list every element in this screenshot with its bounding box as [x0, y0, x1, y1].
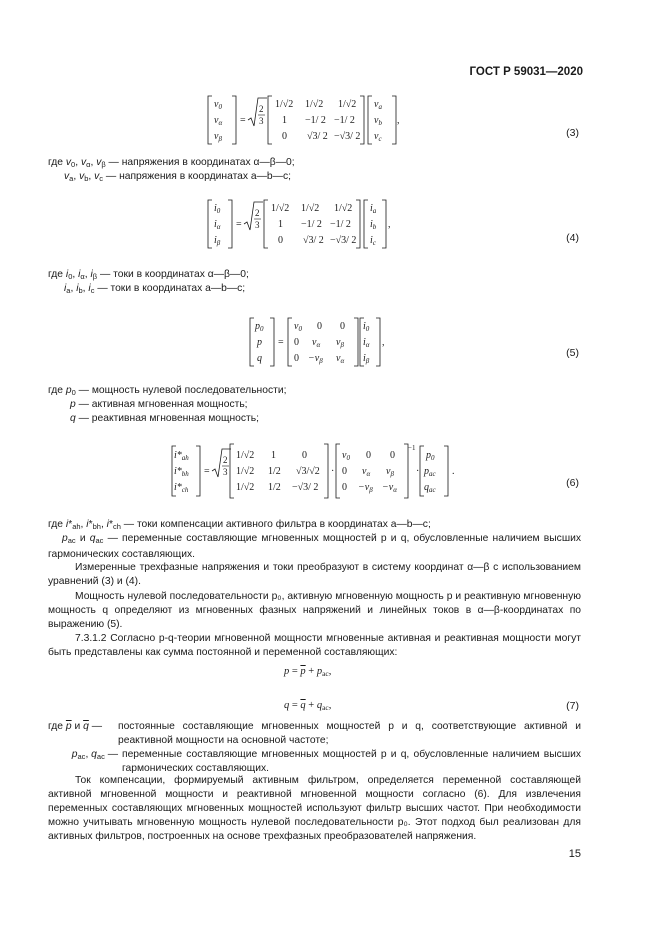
page-number: 15 [568, 848, 581, 860]
equation-number: (6) [566, 477, 579, 489]
svg-text:−vβ: $-v_\beta$ [358, 482, 373, 494]
equation-4 [200, 196, 400, 252]
svg-text:3: 3 [259, 116, 264, 126]
equation-number: (3) [566, 127, 579, 139]
svg-text:0: 0 [366, 450, 371, 461]
where-line: где $v_0$, $v_\alpha$, $v_\beta$ — напряжения в координатах α—β—0; [48, 157, 295, 169]
svg-text:0: 0 [390, 450, 395, 461]
svg-text:2: 2 [259, 104, 264, 114]
svg-text:1/√2: 1/√2 [236, 466, 255, 477]
svg-text:iα: $i_\alpha$ [214, 219, 221, 231]
svg-text:=: = [278, 337, 284, 348]
svg-text:vα: $v_\alpha$ [362, 466, 371, 478]
svg-text:0: 0 [294, 353, 299, 364]
svg-text:i0: $i_0$ [363, 321, 370, 333]
equation-number: (7) [566, 700, 579, 712]
where-line: $p_{ac}$, $q_{ac}$ — переменные составляющие мгновенных мощностей p и q, обусловленные наличием высших гармонических составляющих. [71, 749, 581, 774]
svg-text:vα: $v_\alpha$ [336, 353, 345, 365]
where-line: q — реактивная мгновенная мощность; [70, 413, 259, 424]
svg-text:v0: $v_0$ [214, 99, 222, 111]
paragraph: Мощность нулевой последовательности p₀, активную мгновенную мощность p и реактивную мгновенную мощность q определяют из мгновенных фазных напряжений и линейных токов в α—β-координатах по выражению (5). [48, 591, 581, 630]
svg-text:vb: $v_b$ [374, 115, 382, 127]
svg-text:iβ: $i_\beta$ [363, 353, 370, 365]
svg-text:−√3/ 2: −√3/ 2 [334, 131, 361, 142]
where-line: где $p_0$ — мощность нулевой последовательности; [48, 385, 287, 397]
svg-text:i0: $i_0$ [214, 203, 221, 215]
svg-text:0: 0 [278, 235, 283, 246]
svg-text:−1/ 2: −1/ 2 [330, 219, 351, 230]
svg-text:1: 1 [271, 450, 276, 461]
svg-text:vβ: $v_\beta$ [336, 337, 344, 349]
equation-7-line2: $q = \overline{q} + q_{ac}$, [284, 700, 332, 712]
svg-text:i*bh: $i*_{bh}$ [174, 466, 189, 478]
equation-number: (4) [566, 232, 579, 244]
svg-text:0: 0 [342, 466, 347, 477]
paragraph: 7.3.1.2 Согласно p-q-теории мгновенной мощности мгновенные активная и реактивная мощности могут быть представлены как сумма постоянной и переменной составляющих: [48, 633, 581, 658]
svg-text:1/√2: 1/√2 [236, 450, 255, 461]
svg-text:=: = [204, 466, 210, 477]
svg-text:1/√2: 1/√2 [271, 203, 290, 214]
svg-text:p: p [257, 337, 262, 348]
svg-text:−1: −1 [408, 444, 416, 452]
svg-text:=: = [240, 115, 246, 126]
svg-text:vβ: $v_\beta$ [214, 131, 222, 143]
svg-text:iβ: $i_\beta$ [214, 235, 221, 247]
svg-text:ia: $i_a$ [370, 203, 377, 215]
svg-text:vc: $v_c$ [374, 131, 382, 143]
where-line: где $i*_{ah}$, $i*_{bh}$, $i*_{ch}$ — токи компенсации активного фильтра в координатах a—b—c; [48, 519, 431, 531]
svg-text:i*ah: $i*_{ah}$ [174, 450, 189, 462]
svg-text:2: 2 [223, 455, 228, 465]
svg-text:ic: $i_c$ [370, 235, 376, 247]
svg-text:=: = [236, 219, 242, 230]
equation-6 [168, 440, 468, 502]
equation-3 [200, 92, 400, 148]
document-header: ГОСТ Р 59031—2020 [469, 66, 583, 78]
svg-text:0: 0 [340, 321, 345, 332]
svg-text:1/√2: 1/√2 [305, 99, 324, 110]
svg-text:p0: $p_0$ [255, 321, 264, 333]
svg-text:√3/√2: √3/√2 [296, 466, 320, 477]
svg-text:0: 0 [294, 337, 299, 348]
svg-text:q: q [257, 353, 262, 364]
svg-text:0: 0 [317, 321, 322, 332]
svg-text:3: 3 [223, 467, 228, 477]
svg-text:0: 0 [342, 482, 347, 493]
svg-text:,: , [397, 115, 400, 126]
svg-text:−√3/ 2: −√3/ 2 [330, 235, 357, 246]
svg-text:1: 1 [278, 219, 283, 230]
svg-text:√3/ 2: √3/ 2 [303, 235, 324, 246]
svg-text:1/√2: 1/√2 [338, 99, 357, 110]
where-line: $i_a$, $i_b$, $i_c$ — токи в координатах a—b—c; [64, 283, 246, 295]
svg-text:0: 0 [282, 131, 287, 142]
where-line: $p_{ac}$ и $q_{ac}$ — переменные составляющие мгновенных мощностей p и q, обусловленные наличием высших гармонических составляющих. [48, 533, 581, 560]
svg-text:−vα: $-v_\alpha$ [382, 482, 397, 494]
svg-text:−√3/ 2: −√3/ 2 [292, 482, 319, 493]
svg-text:−vβ: $-v_\beta$ [308, 353, 323, 365]
svg-text:·: · [331, 466, 335, 477]
svg-text:1/2: 1/2 [268, 466, 281, 477]
where-line: где $\overline{p}$ и $\overline{q}$ — постоянные составляющие мгновенных мощностей p и q, соответствующие активной и реактивной мощности на основной частоте; [48, 721, 581, 746]
svg-text:1/√2: 1/√2 [275, 99, 294, 110]
svg-text:vβ: $v_\beta$ [386, 466, 394, 478]
svg-text:1/√2: 1/√2 [301, 203, 320, 214]
svg-text:1/2: 1/2 [268, 482, 281, 493]
svg-text:,: , [388, 219, 391, 230]
svg-text:−1/ 2: −1/ 2 [301, 219, 322, 230]
svg-text:qac: $q_{ac}$ [424, 482, 436, 494]
svg-text:√3/ 2: √3/ 2 [307, 131, 328, 142]
svg-text:iα: $i_\alpha$ [363, 337, 370, 349]
svg-text:1: 1 [282, 115, 287, 126]
svg-text:i*ch: $i*_{ch}$ [174, 482, 189, 494]
svg-text:v0: $v_0$ [294, 321, 302, 333]
equation-number: (5) [566, 347, 579, 359]
equation-5 [244, 314, 394, 370]
svg-text:pac: $p_{ac}$ [424, 466, 436, 478]
where-line: p — активная мгновенная мощность; [70, 399, 248, 410]
svg-text:vα: $v_\alpha$ [214, 115, 223, 127]
equation-7-line1: $p = \overline{p} + p_{ac}$, [284, 666, 332, 678]
where-line: где $i_0$, $i_\alpha$, $i_\beta$ — токи в координатах α—β—0; [48, 269, 249, 281]
svg-text:,: , [382, 337, 385, 348]
svg-text:2: 2 [255, 208, 260, 218]
svg-text:ib: $i_b$ [370, 219, 377, 231]
paragraph: Измеренные трехфазные напряжения и токи преобразуют в систему координат α—β с использованием уравнений (3) и (4). [48, 562, 581, 587]
svg-text:1/√2: 1/√2 [236, 482, 255, 493]
svg-text:p0: $p_0$ [426, 450, 435, 462]
svg-text:0: 0 [302, 450, 307, 461]
where-line: $v_a$, $v_b$, $v_c$ — напряжения в координатах a—b—c; [64, 171, 291, 183]
svg-text:vα: $v_\alpha$ [312, 337, 321, 349]
svg-text:−1/ 2: −1/ 2 [305, 115, 326, 126]
svg-text:·: · [416, 466, 420, 477]
svg-text:1/√2: 1/√2 [334, 203, 353, 214]
svg-text:v0: $v_0$ [342, 450, 350, 462]
svg-text:va: $v_a$ [374, 99, 382, 111]
svg-text:−1/ 2: −1/ 2 [334, 115, 355, 126]
svg-text:.: . [452, 466, 455, 477]
paragraph: Ток компенсации, формируемый активным фильтром, определяется переменной составляющей активной мгновенной мощности и реактивной мгновенной мощности согласно (6). Для извлечения переменных составляющих мгновенных мощностей используют фильтр высших частот. При необходимости можно учитывать мгновенную мощность нулевой последовательности p₀. Этот подход был реализован для активных фильтров, построенных на основе трехфазных преобразователей напряжения. [48, 775, 581, 842]
svg-text:3: 3 [255, 220, 260, 230]
